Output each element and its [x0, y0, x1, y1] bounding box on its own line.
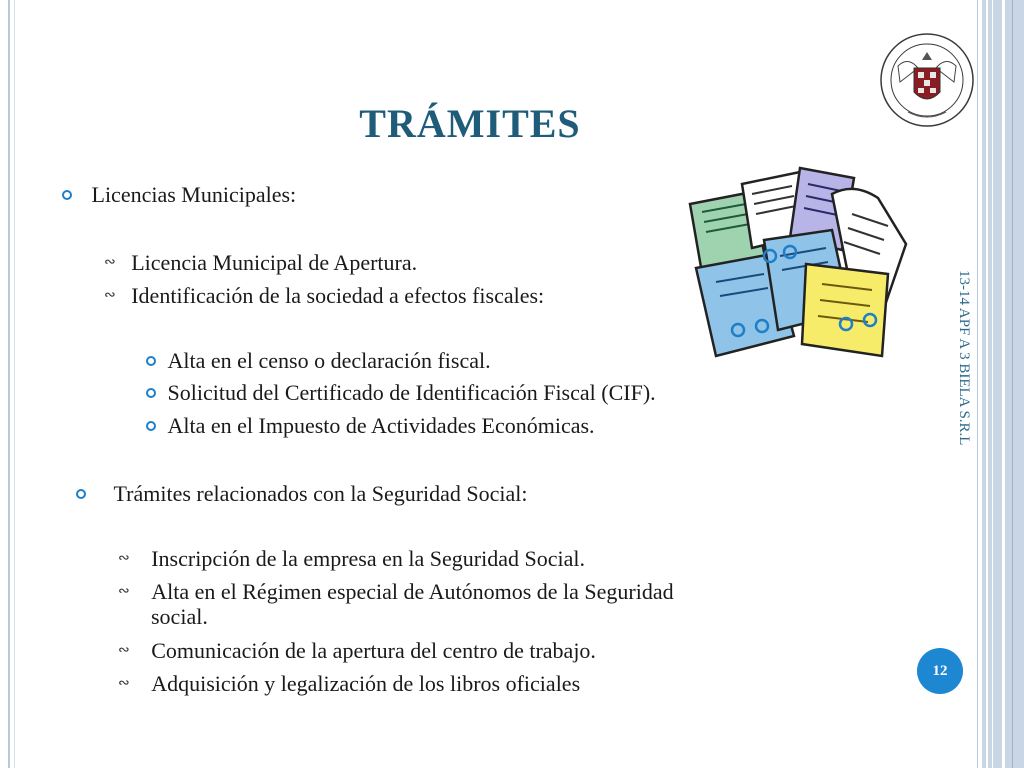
- bullet-swirl-icon: ∾: [104, 288, 116, 304]
- bullet-circle-icon: [146, 388, 156, 398]
- slide-title: TRÁMITES: [359, 101, 581, 146]
- bullet-circle-icon: [76, 489, 86, 499]
- bullet-swirl-icon: ∾: [104, 255, 116, 271]
- list-item: ∾ Inscripción de la empresa en la Seguridad Social.: [118, 546, 585, 571]
- list-item: ∾ Licencia Municipal de Apertura.: [104, 250, 418, 275]
- bullet-circle-icon: [146, 356, 156, 366]
- paperwork-clipart-icon: [682, 164, 914, 364]
- section1-label-row: [62, 182, 296, 208]
- bullet-swirl-icon: ∾: [118, 643, 130, 659]
- list-item: ∾ Adquisición y legalización de los libros oficiales: [118, 671, 581, 696]
- list-item: Alta en el censo o declaración fiscal.: [146, 348, 491, 374]
- page-number-badge: 12: [917, 648, 963, 694]
- bullet-circle-icon: [146, 421, 156, 431]
- bullet-swirl-icon: ∾: [118, 584, 130, 600]
- list-item: Solicitud del Certificado de Identificación Fiscal (CIF).: [146, 380, 656, 406]
- list-item-continuation: social.: [151, 604, 208, 629]
- bullet-circle-icon: [62, 190, 72, 200]
- bullet-swirl-icon: ∾: [118, 676, 130, 692]
- section2-label-row: [76, 481, 528, 507]
- list-item: ∾ Identificación de la sociedad a efectos fiscales:: [104, 283, 545, 308]
- list-item: Alta en el Impuesto de Actividades Económicas.: [146, 413, 595, 439]
- list-item: ∾ Comunicación de la apertura del centro de trabajo.: [118, 638, 596, 663]
- section1-label: Licencias Municipales:: [91, 182, 297, 207]
- right-decorative-band: [982, 0, 1024, 768]
- side-footer-label: 13-14 APF A 3 BIELA S.R.L: [956, 270, 972, 446]
- section2-label: Trámites relacionados con la Seguridad Social:: [113, 481, 528, 506]
- frame-line-right: [977, 0, 978, 768]
- list-item: ∾ Alta en el Régimen especial de Autónomos de la Seguridad: [118, 579, 674, 604]
- bullet-swirl-icon: ∾: [118, 551, 130, 567]
